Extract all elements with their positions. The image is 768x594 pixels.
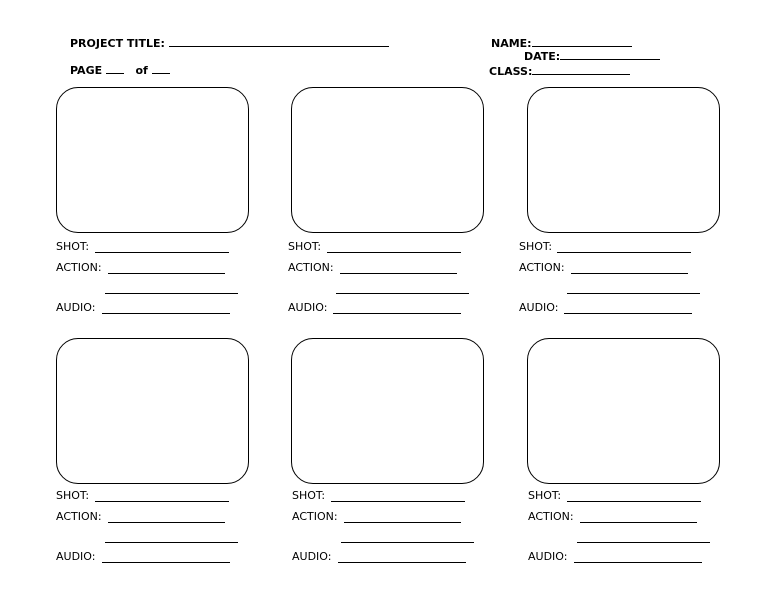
action-blank-continued[interactable] <box>341 542 474 543</box>
action-label: ACTION: <box>292 510 338 523</box>
page-total-blank[interactable] <box>152 63 170 74</box>
audio-label: AUDIO: <box>288 301 328 314</box>
name-blank[interactable] <box>532 36 632 47</box>
action-blank-continued[interactable] <box>336 293 469 294</box>
class-field <box>489 64 630 78</box>
action-label: ACTION: <box>288 261 334 274</box>
date-label: DATE: <box>524 50 561 63</box>
audio-label: AUDIO: <box>56 550 96 563</box>
action-blank-continued[interactable] <box>105 542 238 543</box>
audio-blank[interactable] <box>102 562 230 563</box>
project-title-label: PROJECT TITLE: <box>70 37 165 50</box>
shot-blank[interactable] <box>567 501 701 502</box>
action-blank[interactable] <box>108 273 225 274</box>
audio-blank[interactable] <box>338 562 466 563</box>
project-title-field <box>70 36 389 50</box>
shot-blank[interactable] <box>95 501 229 502</box>
of-label: of <box>135 64 148 77</box>
audio-blank[interactable] <box>102 313 230 314</box>
action-blank-continued[interactable] <box>577 542 710 543</box>
shot-label: SHOT: <box>528 489 562 502</box>
action-label: ACTION: <box>519 261 565 274</box>
shot-label: SHOT: <box>56 240 90 253</box>
shot-blank[interactable] <box>557 252 691 253</box>
storyboard-frame-2[interactable] <box>291 87 484 233</box>
shot-blank[interactable] <box>331 501 465 502</box>
storyboard-frame-3[interactable] <box>527 87 720 233</box>
shot-label: SHOT: <box>519 240 553 253</box>
name-label: NAME: <box>491 37 532 50</box>
storyboard-frame-4[interactable] <box>56 338 249 484</box>
page-number-field <box>70 63 170 77</box>
audio-blank[interactable] <box>574 562 702 563</box>
action-blank-continued[interactable] <box>105 293 238 294</box>
page-label: PAGE <box>70 64 103 77</box>
audio-label: AUDIO: <box>528 550 568 563</box>
audio-label: AUDIO: <box>519 301 559 314</box>
storyboard-frame-1[interactable] <box>56 87 249 233</box>
audio-blank[interactable] <box>564 313 692 314</box>
action-blank[interactable] <box>580 522 697 523</box>
action-label: ACTION: <box>528 510 574 523</box>
shot-label: SHOT: <box>288 240 322 253</box>
shot-label: SHOT: <box>292 489 326 502</box>
shot-blank[interactable] <box>327 252 461 253</box>
page-number-blank[interactable] <box>106 63 124 74</box>
action-blank-continued[interactable] <box>567 293 700 294</box>
audio-label: AUDIO: <box>56 301 96 314</box>
name-field <box>491 36 632 50</box>
class-label: CLASS: <box>489 65 533 78</box>
action-blank[interactable] <box>344 522 461 523</box>
audio-blank[interactable] <box>333 313 461 314</box>
action-label: ACTION: <box>56 510 102 523</box>
shot-blank[interactable] <box>95 252 229 253</box>
audio-label: AUDIO: <box>292 550 332 563</box>
action-label: ACTION: <box>56 261 102 274</box>
class-blank[interactable] <box>532 64 630 75</box>
project-title-blank[interactable] <box>169 36 389 47</box>
date-blank[interactable] <box>560 49 660 60</box>
action-blank[interactable] <box>340 273 457 274</box>
date-field <box>524 49 660 63</box>
shot-label: SHOT: <box>56 489 90 502</box>
storyboard-frame-6[interactable] <box>527 338 720 484</box>
action-blank[interactable] <box>108 522 225 523</box>
storyboard-frame-5[interactable] <box>291 338 484 484</box>
action-blank[interactable] <box>571 273 688 274</box>
